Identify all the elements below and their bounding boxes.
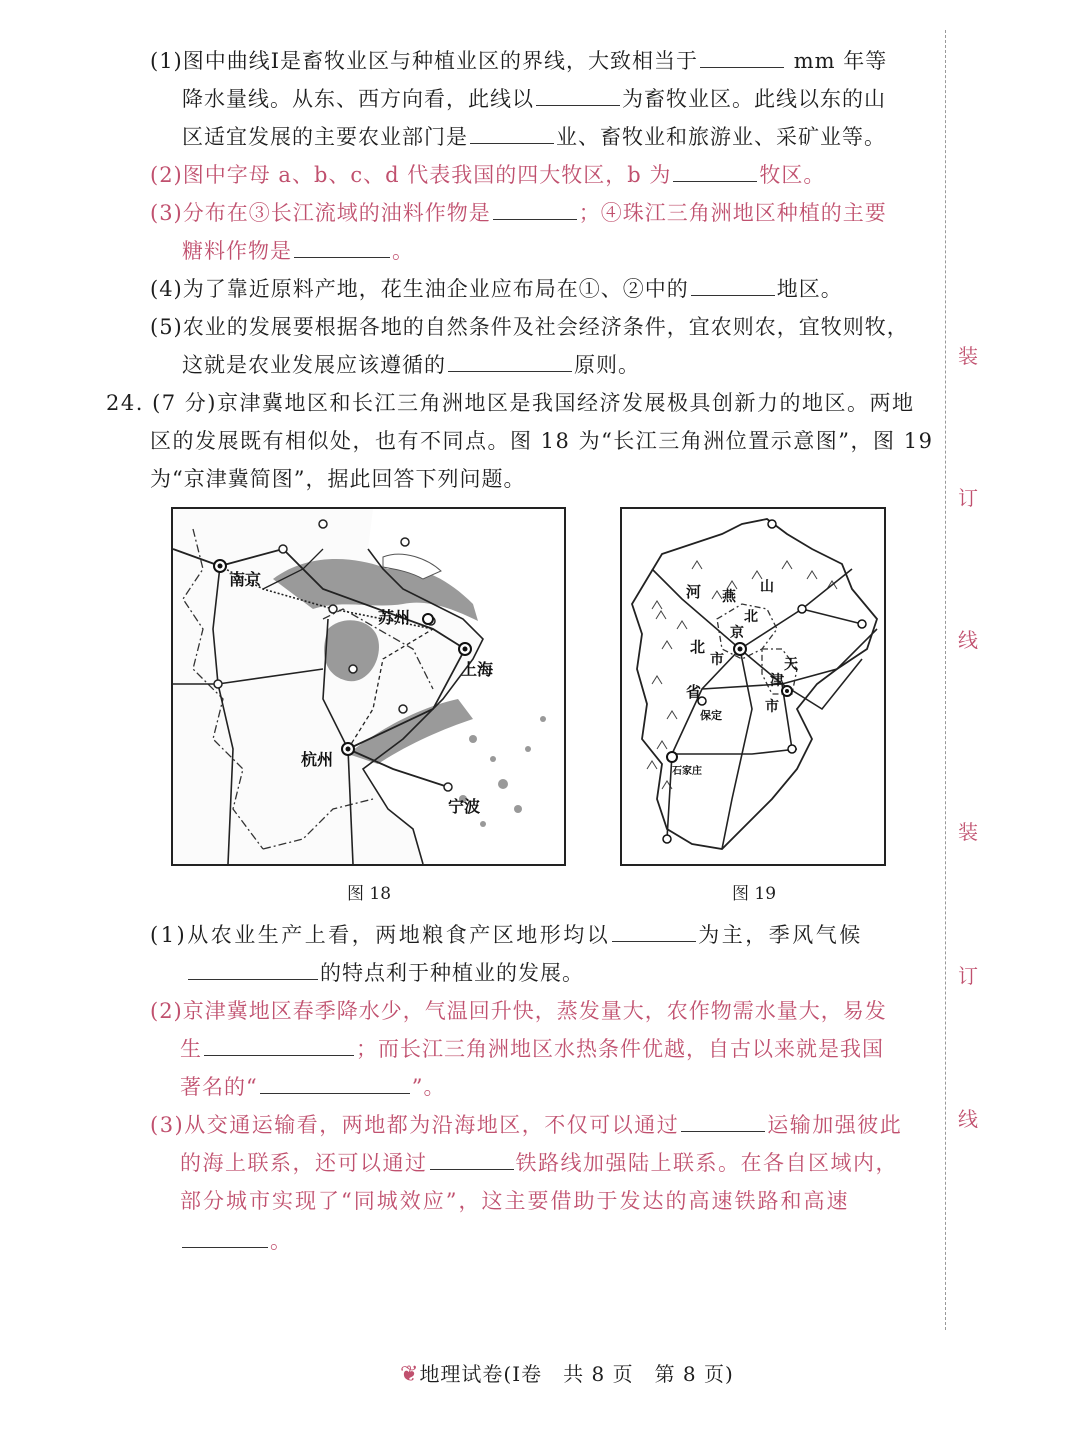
q-prev-5-line2: 这就是农业发展应该遵循的 原则。 bbox=[182, 346, 640, 384]
city-suzhou-marker bbox=[423, 614, 433, 624]
city-beijing-marker bbox=[734, 643, 746, 655]
blank[interactable] bbox=[470, 121, 554, 144]
q24-intro-line1: 24. (7 分)京津冀地区和长江三角洲地区是我国经济发展极具创新力的地区。两地 bbox=[106, 391, 915, 415]
q24-sub2-line2: 生 ；而长江三角洲地区水热条件优越，自古以来就是我国 bbox=[180, 1030, 884, 1068]
label-he: 河 bbox=[686, 583, 702, 601]
binding-label: 装 bbox=[958, 820, 978, 844]
q24-sub2-line3: 著名的“ ”。 bbox=[180, 1068, 446, 1106]
figure-18-map bbox=[171, 507, 566, 866]
q-prev-1-line3: 区适宜发展的主要农业部门是 业、畜牧业和旅游业、采矿业等。 bbox=[182, 118, 886, 156]
city-label-suzhou: 苏州 bbox=[378, 608, 411, 627]
label-beijing-bei: 北 bbox=[744, 609, 758, 625]
footer-text: 地理试卷(Ⅰ卷 共 8 页 第 8 页) bbox=[419, 1362, 734, 1386]
city-label-hangzhou: 杭州 bbox=[301, 750, 334, 769]
figure-19-map bbox=[620, 507, 886, 866]
blank[interactable] bbox=[182, 1225, 268, 1248]
q-prev-4: (4)为了靠近原料产地，花生油企业应布局在①、②中的 地区。 bbox=[150, 270, 843, 308]
city-shanghai-marker bbox=[459, 643, 471, 655]
q-prev-2: (2)图中字母 a、b、c、d 代表我国的四大牧区，b 为 牧区。 bbox=[150, 156, 825, 194]
label-shan: 山 bbox=[760, 579, 774, 595]
figure-19-caption: 图 19 bbox=[732, 884, 777, 904]
binding-label: 订 bbox=[958, 486, 978, 510]
q24-intro-line3: 为“京津冀简图”，据此回答下列问题。 bbox=[150, 467, 526, 491]
q24-sub3-line2: 的海上联系，还可以通过 铁路线加强陆上联系。在各自区域内， bbox=[180, 1144, 898, 1182]
q-prev-3-line1: (3)分布在③长江流域的油料作物是 ；④珠江三角洲地区种植的主要 bbox=[150, 194, 887, 232]
blank[interactable] bbox=[700, 45, 784, 68]
blank[interactable] bbox=[612, 919, 696, 942]
q-prev-5-line1: (5)农业的发展要根据各地的自然条件及社会经济条件，宜农则农，宜牧则牧， bbox=[150, 315, 909, 339]
label-sheng: 省 bbox=[686, 683, 702, 701]
city-label-nanjing: 南京 bbox=[229, 570, 262, 589]
q-prev-3-line2: 糖料作物是 。 bbox=[182, 232, 414, 270]
binding-label: 线 bbox=[958, 1107, 978, 1131]
binding-label: 订 bbox=[958, 964, 978, 988]
city-label-shanghai: 上海 bbox=[461, 660, 494, 679]
page-footer bbox=[400, 1358, 734, 1387]
blank[interactable] bbox=[536, 83, 620, 106]
binding-line bbox=[945, 30, 946, 1330]
city-hangzhou-marker bbox=[342, 743, 354, 755]
blank[interactable] bbox=[691, 273, 775, 296]
blank[interactable] bbox=[294, 235, 390, 258]
q24-sub3-line1: (3)从交通运输看，两地都为沿海地区，不仅可以通过 运输加强彼此 bbox=[150, 1106, 902, 1144]
q24-sub1-line2: 的特点利于种植业的发展。 bbox=[186, 954, 584, 992]
q24-intro-line2: 区的发展既有相似处，也有不同点。图 18 为“长江三角洲位置示意图”，图 19 bbox=[150, 429, 934, 453]
publisher-logo-icon: ❦ bbox=[400, 1362, 420, 1387]
label-beijing-jing: 京 bbox=[730, 625, 744, 641]
label-tianjin-jin: 津 bbox=[770, 673, 784, 689]
blank[interactable] bbox=[448, 349, 572, 372]
blank[interactable] bbox=[430, 1147, 514, 1170]
blank[interactable] bbox=[493, 197, 577, 220]
q-prev-1-line2: 降水量线。从东、西方向看，此线以 为畜牧业区。此线以东的山 bbox=[182, 80, 886, 118]
q24-sub3-line4: 。 bbox=[180, 1222, 292, 1260]
figure-18-caption: 图 18 bbox=[347, 884, 392, 904]
label-baoding: 保定 bbox=[700, 709, 722, 722]
binding-label: 线 bbox=[958, 628, 978, 652]
q24-sub3-line3: 部分城市实现了“同城效应”，这主要借助于发达的高速铁路和高速 bbox=[180, 1189, 850, 1213]
city-shijiazhuang-marker bbox=[667, 752, 677, 762]
label-tianjin-shi: 市 bbox=[765, 699, 779, 715]
q-prev-1-line1: (1)图中曲线Ⅰ是畜牧业区与种植业区的界线，大致相当于 mm 年等 bbox=[150, 42, 887, 80]
label-tianjin-tian: 天 bbox=[784, 657, 798, 673]
blank[interactable] bbox=[681, 1109, 765, 1132]
label-bei: 北 bbox=[690, 638, 706, 656]
blank[interactable] bbox=[673, 159, 757, 182]
label-shijiazhuang: 石家庄 bbox=[672, 766, 702, 777]
city-nanjing-marker bbox=[214, 560, 226, 572]
blank[interactable] bbox=[188, 957, 318, 980]
binding-label: 装 bbox=[958, 344, 978, 368]
blank[interactable] bbox=[260, 1071, 410, 1094]
label-yan: 燕 bbox=[722, 589, 736, 605]
q24-sub2-line1: (2)京津冀地区春季降水少，气温回升快，蒸发量大，农作物需水量大，易发 bbox=[150, 999, 887, 1023]
city-label-ningbo: 宁波 bbox=[448, 797, 481, 816]
blank[interactable] bbox=[204, 1033, 354, 1056]
q24-sub1-line1: (1)从农业生产上看，两地粮食产区地形均以 为主，季风气候 bbox=[150, 916, 863, 954]
label-beijing-shi: 市 bbox=[710, 652, 724, 668]
